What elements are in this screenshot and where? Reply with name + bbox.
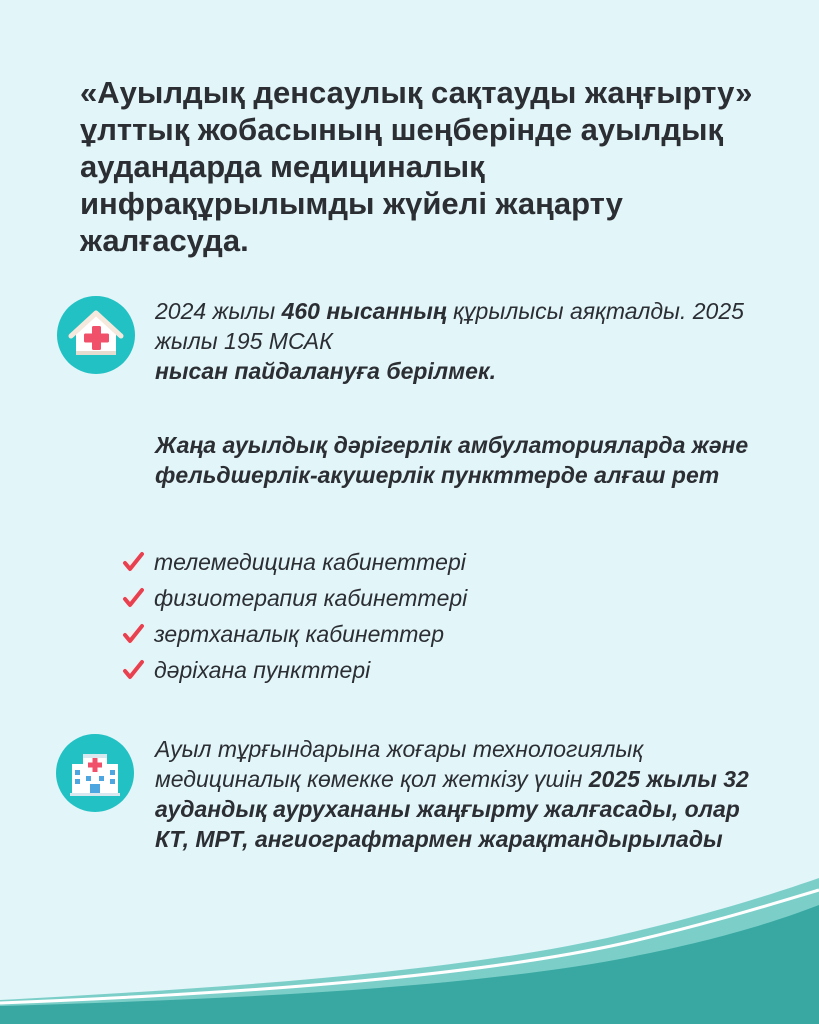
page-title: «Ауылдық денсаулық сақтауды жаңғырту» ұлттық жобасының шеңберінде ауылдық аудандарда медициналық инфрақұрылымды жүйелі жаңарту жалғасуда. — [80, 75, 753, 258]
list-item-label: телемедицина кабинеттері — [154, 548, 466, 575]
construction-text-2: құрылысы аяқталды. 2025 жылы 195 МСАК — [155, 298, 744, 354]
hospital-text: Ауыл тұрғындарына жоғары технологиялық медициналық көмекке қол жеткізу үшін — [155, 736, 644, 792]
construction-highlight: 460 нысанның — [281, 298, 447, 324]
list-item-label: зертханалық кабинеттер — [154, 620, 445, 647]
list-item-label: дәріхана пункттері — [154, 656, 371, 683]
list-item-label: физиотерапия кабинеттері — [154, 584, 468, 611]
intro-text: Жаңа ауылдық дәрігерлік амбулаторияларда және фельдшерлік-акушерлік пункттерде алғаш рет — [155, 432, 749, 488]
commissioning-text: нысан пайдалануға берілмек. — [155, 358, 496, 384]
construction-text-1: 2024 жылы — [155, 298, 282, 324]
hospital-highlight: 2025 жылы 32 аудандық аурухананы жаңғырту жалғасады, олар КТ, МРТ, ангиографтармен жарақтандырылады — [155, 766, 749, 852]
